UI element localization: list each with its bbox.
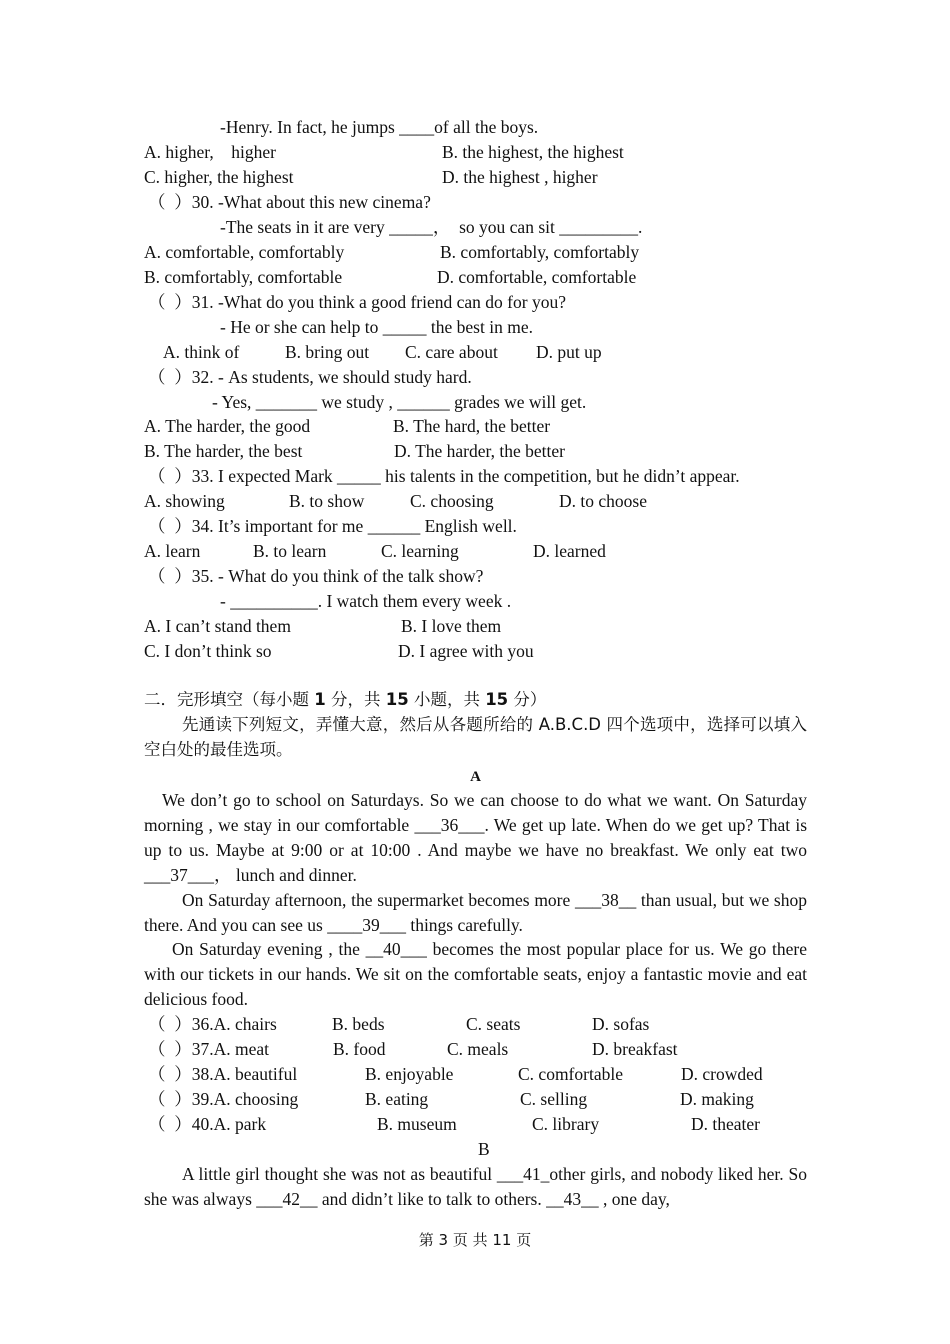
q31-option-d: D. put up <box>536 342 602 362</box>
q33-option-d: D. to choose <box>559 491 647 511</box>
section-title-part: 分，共 <box>325 690 386 709</box>
section-title-total: 15 <box>485 690 509 709</box>
option-row-number: （ ）39.A. choosing <box>148 1089 299 1109</box>
passage-b-label: B <box>478 1139 490 1159</box>
option-row-b: B. beds <box>332 1014 385 1034</box>
option-row-number: （ ）37.A. meat <box>148 1039 270 1059</box>
q32-option-a: A. The harder, the good <box>144 416 311 436</box>
q29-option-b: B. the highest, the highest <box>442 142 624 162</box>
section-title-count: 15 <box>385 690 409 709</box>
section-title-part: 二．完形填空（每小题 <box>144 690 315 709</box>
q33-option-a: A. showing <box>144 491 225 511</box>
option-row-c: C. comfortable <box>518 1064 623 1084</box>
q29-option-a: A. higher, higher <box>144 142 276 162</box>
q32-option-b: B. The hard, the better <box>393 416 551 436</box>
q29-option-c: C. higher, the highest <box>144 167 294 187</box>
option-row-c: C. library <box>532 1114 600 1134</box>
option-row-b: B. enjoyable <box>365 1064 454 1084</box>
option-row-c: C. seats <box>466 1014 521 1034</box>
option-row-b: B. museum <box>377 1114 457 1134</box>
option-row-d: D. sofas <box>592 1014 650 1034</box>
q30-stem: （ ）30. -What about this new cinema? <box>148 192 431 212</box>
passage-a-paragraph-3: On Saturday evening , the __40___ becomes the most popular place for us. We go there with our tickets in our hands. We sit on the comfortable seats, enjoy a fantastic movie and eat delicious food. <box>144 939 807 1010</box>
q30-option-a: A. comfortable, comfortably <box>144 242 345 262</box>
q30-option-c: B. comfortably, comfortable <box>144 267 343 287</box>
section-title-part: 小题，共 <box>408 690 486 709</box>
q30-option-b: B. comfortably, comfortably <box>440 242 640 262</box>
section-title-part: 分） <box>508 690 547 709</box>
passage-a-paragraph-2: On Saturday afternoon, the supermarket becomes more ___38__ than usual, but we shop there. And you can see us ____39___ things carefully. <box>144 889 807 935</box>
page-footer: 第 3 页 共 11 页 <box>418 1231 532 1249</box>
q33-option-b: B. to show <box>289 491 365 511</box>
q34-option-b: B. to learn <box>253 541 327 561</box>
option-row-c: C. meals <box>447 1039 509 1059</box>
option-row-d: D. making <box>680 1089 754 1109</box>
passage-a-body <box>144 788 807 1012</box>
section-title <box>144 688 546 712</box>
q33-option-c: C. choosing <box>410 491 494 511</box>
q29-option-d: D. the highest , higher <box>442 167 598 187</box>
q34-option-a: A. learn <box>144 541 201 561</box>
q30-continuation: -The seats in it are very _____， so you can sit _________. <box>220 217 643 237</box>
section-instructions: 先通读下列短文，弄懂大意，然后从各题所给的 A.B.C.D 四个选项中，选择可以填入空白处的最佳选项。 <box>144 715 807 759</box>
option-row-b: B. eating <box>365 1089 429 1109</box>
q32-stem: （ ）32. - As students, we should study hard. <box>148 367 472 387</box>
q35-option-d: D. I agree with you <box>398 641 534 661</box>
passage-a-label: A <box>470 769 481 785</box>
q34-option-c: C. learning <box>381 541 459 561</box>
q31-option-a: A. think of <box>163 342 240 362</box>
q35-option-b: B. I love them <box>401 616 502 636</box>
q34-option-d: D. learned <box>533 541 606 561</box>
q31-option-c: C. care about <box>405 342 498 362</box>
option-row-number: （ ）38.A. beautiful <box>148 1064 298 1084</box>
q34-stem: （ ）34. It’s important for me ______ English well. <box>148 516 517 536</box>
q35-stem: （ ）35. - What do you think of the talk show? <box>148 566 484 586</box>
option-row-b: B. food <box>333 1039 386 1059</box>
q29-continuation: -Henry. In fact, he jumps ____of all the boys. <box>220 117 539 137</box>
q32-continuation: - Yes, _______ we study , ______ grades we will get. <box>212 392 587 412</box>
passage-b-paragraph-1: A little girl thought she was not as beautiful ___41_other girls, and nobody liked her. So she was always ___42__ and didn’t like to talk to others. __43__ , one day, <box>144 1164 807 1209</box>
q35-option-c: C. I don’t think so <box>144 641 272 661</box>
option-row-d: D. breakfast <box>592 1039 678 1059</box>
option-row-d: D. theater <box>691 1114 760 1134</box>
q32-option-c: B. The harder, the best <box>144 441 303 461</box>
option-row-d: D. crowded <box>681 1064 763 1084</box>
passage-a-paragraph-1: We don’t go to school on Saturdays. So we can choose to do what we want. On Saturday morning , we stay in our comfortable ___36___. We get up late. When do we get up? That is up to us. Maybe at 9:00 or at 10:00 . And maybe we have no breakfast. We only eat two ___37___， lunch and dinner. <box>144 790 807 885</box>
q32-option-d: D. The harder, the better <box>394 441 565 461</box>
section-title-points: 1 <box>314 690 326 709</box>
q33-stem: （ ）33. I expected Mark _____ his talents in the competition, but he didn’t appear. <box>148 466 740 486</box>
q35-continuation: - __________. I watch them every week . <box>220 591 512 611</box>
q35-option-a: A. I can’t stand them <box>144 616 291 636</box>
q31-stem: （ ）31. -What do you think a good friend can do for you? <box>148 292 566 312</box>
q31-option-b: B. bring out <box>285 342 370 362</box>
option-row-number: （ ）40.A. park <box>148 1114 267 1134</box>
option-row-number: （ ）36.A. chairs <box>148 1014 277 1034</box>
option-row-c: C. selling <box>520 1089 588 1109</box>
q30-option-d: D. comfortable, comfortable <box>437 267 637 287</box>
q31-continuation: - He or she can help to _____ the best in me. <box>220 317 533 337</box>
